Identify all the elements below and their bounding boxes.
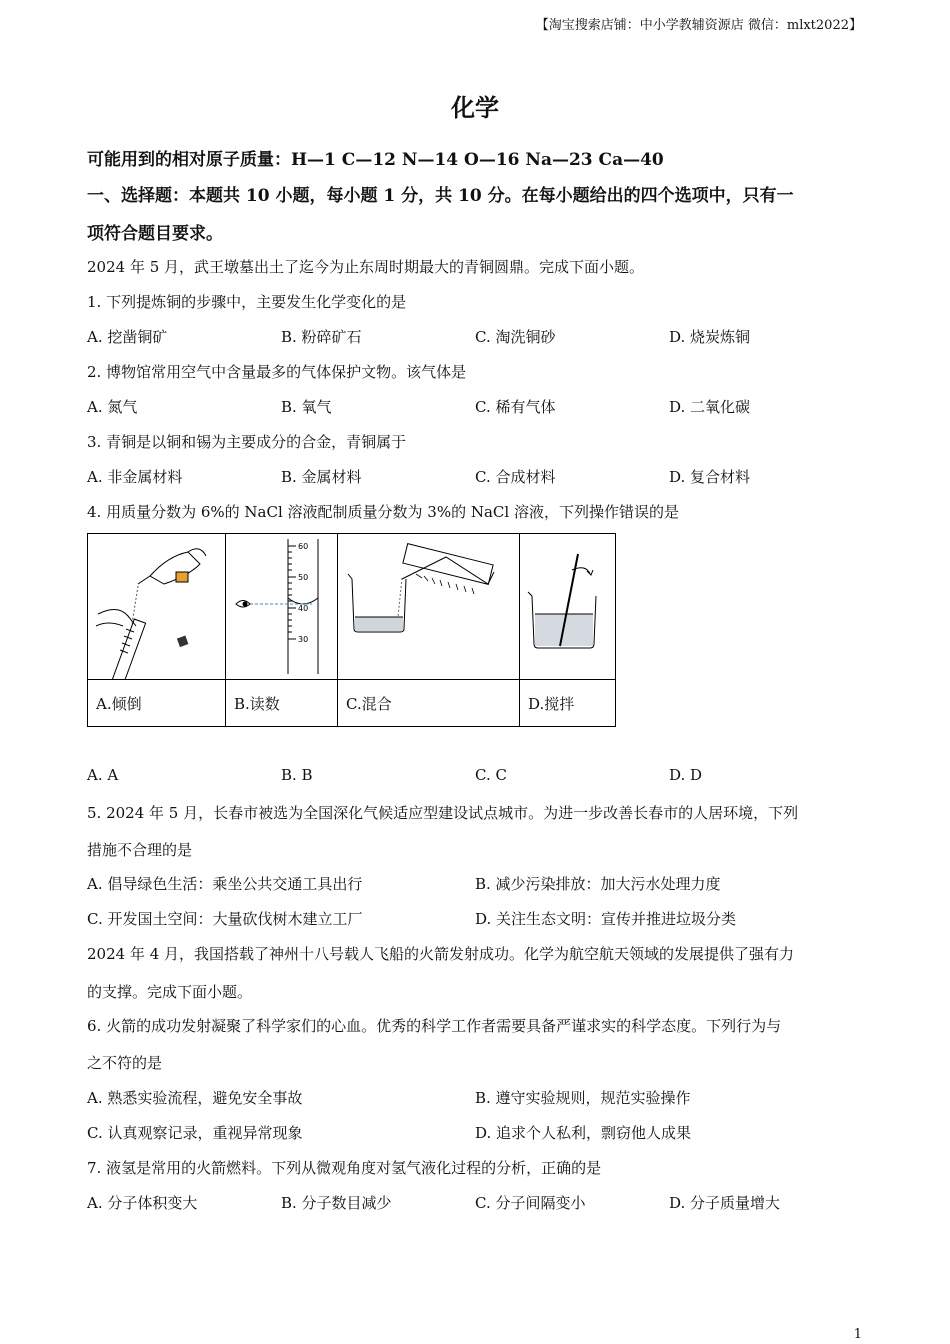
q3-stem: 3. 青铜是以铜和锡为主要成分的合金，青铜属于 — [87, 433, 407, 451]
intro1: 2024 年 5 月，武王墩墓出土了迄今为止东周时期最大的青铜圆鼎。完成下面小题。 — [87, 258, 645, 276]
q4-option-d[interactable]: D. D — [669, 766, 703, 784]
q4-option-a[interactable]: A. A — [87, 766, 119, 784]
section1-line1: 一、选择题：本题共 10 小题，每小题 1 分，共 10 分。在每小题给出的四个选项中，只有一 — [87, 186, 794, 206]
q4-figure-table — [87, 533, 616, 727]
q7-option-d[interactable]: D. 分子质量增大 — [669, 1194, 781, 1212]
q2-stem: 2. 博物馆常用空气中含量最多的气体保护文物。该气体是 — [87, 363, 467, 381]
scale-tick-40: 40 — [298, 604, 309, 613]
q5-option-b[interactable]: B. 减少污染排放：加大污水处理力度 — [475, 875, 721, 893]
atomic-masses: 可能用到的相对原子质量：H—1 C—12 N—14 O—16 Na—23 Ca—40 — [87, 150, 664, 170]
figure-read-cell — [226, 534, 338, 680]
reading-illustration — [226, 534, 337, 679]
q4-option-b[interactable]: B. B — [281, 766, 313, 784]
q6-option-c[interactable]: C. 认真观察记录，重视异常现象 — [87, 1124, 303, 1142]
page-title: 化学 — [451, 94, 499, 122]
q1-option-a[interactable]: A. 挖凿铜矿 — [87, 328, 168, 346]
figure-label-d: D.搅拌 — [520, 680, 616, 727]
figure-pour-cell — [88, 534, 226, 680]
q2-option-a[interactable]: A. 氮气 — [87, 398, 138, 416]
q6-stem-line1: 6. 火箭的成功发射凝聚了科学家们的心血。优秀的科学工作者需要具备严谨求实的科学态度。下列行为与 — [87, 1017, 782, 1035]
q7-option-c[interactable]: C. 分子间隔变小 — [475, 1194, 586, 1212]
q6-stem-line2: 之不符的是 — [87, 1054, 163, 1072]
q6-option-b[interactable]: B. 遵守实验规则，规范实验操作 — [475, 1089, 691, 1107]
q7-option-a[interactable]: A. 分子体积变大 — [87, 1194, 198, 1212]
q1-option-c[interactable]: C. 淘洗铜砂 — [475, 328, 556, 346]
intro2-line2: 的支撑。完成下面小题。 — [87, 983, 253, 1001]
scale-tick-50: 50 — [298, 573, 309, 582]
q7-option-b[interactable]: B. 分子数目减少 — [281, 1194, 392, 1212]
q3-option-c[interactable]: C. 合成材料 — [475, 468, 556, 486]
mixing-illustration — [338, 534, 519, 679]
pouring-illustration — [88, 534, 225, 679]
q6-option-a[interactable]: A. 熟悉实验流程，避免安全事故 — [87, 1089, 303, 1107]
q2-option-c[interactable]: C. 稀有气体 — [475, 398, 556, 416]
q7-stem: 7. 液氢是常用的火箭燃料。下列从微观角度对氢气液化过程的分析，正确的是 — [87, 1159, 602, 1177]
q1-stem: 1. 下列提炼铜的步骤中，主要发生化学变化的是 — [87, 293, 407, 311]
q1-option-b[interactable]: B. 粉碎矿石 — [281, 328, 362, 346]
scale-tick-60: 60 — [298, 542, 309, 551]
q4-stem: 4. 用质量分数为 6%的 NaCl 溶液配制质量分数为 3%的 NaCl 溶液，下列操作错误的是 — [87, 503, 679, 521]
figure-label-c: C.混合 — [338, 680, 520, 727]
q1-option-d[interactable]: D. 烧炭炼铜 — [669, 328, 751, 346]
q3-option-b[interactable]: B. 金属材料 — [281, 468, 362, 486]
q5-option-a[interactable]: A. 倡导绿色生活：乘坐公共交通工具出行 — [87, 875, 363, 893]
q5-stem-line1: 5. 2024 年 5 月，长春市被选为全国深化气候适应型建设试点城市。为进一步改善长春市的人居环境，下列 — [87, 804, 799, 822]
page-header: 【淘宝搜索店铺：中小学教辅资源店 微信：mlxt2022】 — [535, 18, 862, 33]
intro2-line1: 2024 年 4 月，我国搭载了神州十八号载人飞船的火箭发射成功。化学为航空航天领域的发展提供了强有力 — [87, 945, 795, 963]
q4-option-c[interactable]: C. C — [475, 766, 507, 784]
q2-option-b[interactable]: B. 氧气 — [281, 398, 332, 416]
section1-line2: 项符合题目要求。 — [87, 224, 223, 244]
figure-label-a: A.倾倒 — [88, 680, 226, 727]
scale-tick-30: 30 — [298, 635, 309, 644]
q2-option-d[interactable]: D. 二氧化碳 — [669, 398, 751, 416]
q3-option-d[interactable]: D. 复合材料 — [669, 468, 751, 486]
stirring-illustration — [520, 534, 615, 679]
page-number: 1 — [853, 1327, 862, 1342]
q5-stem-line2: 措施不合理的是 — [87, 841, 193, 859]
figure-mix-cell — [338, 534, 520, 680]
q5-option-d[interactable]: D. 关注生态文明：宣传并推进垃圾分类 — [475, 910, 737, 928]
q6-option-d[interactable]: D. 追求个人私利，剽窃他人成果 — [475, 1124, 692, 1142]
q5-option-c[interactable]: C. 开发国土空间：大量砍伐树木建立工厂 — [87, 910, 363, 928]
figure-stir-cell — [520, 534, 616, 680]
figure-label-b: B.读数 — [226, 680, 338, 727]
q3-option-a[interactable]: A. 非金属材料 — [87, 468, 183, 486]
